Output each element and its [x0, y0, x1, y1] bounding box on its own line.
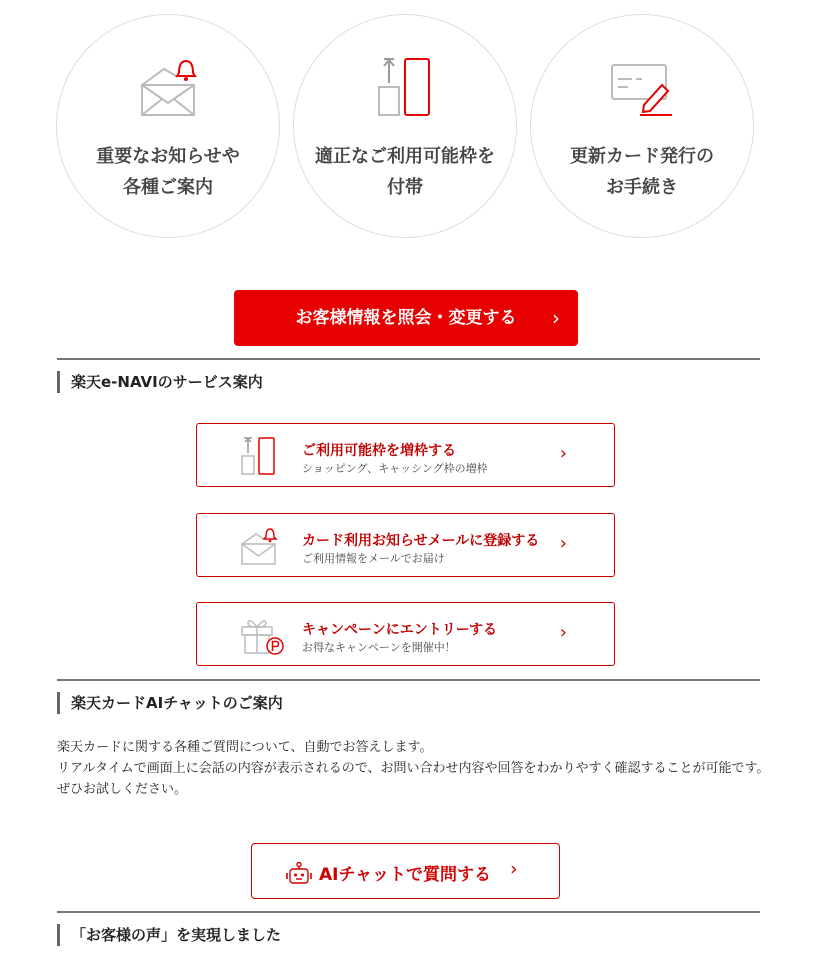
- view-change-customer-info-button[interactable]: [234, 290, 578, 346]
- gift-point-icon: [239, 615, 285, 659]
- service-subtitle: お得なキャンペーンを開催中！: [302, 641, 456, 654]
- button-label: AIチャットで質問する: [319, 865, 491, 885]
- feature-credit-limit: [293, 14, 517, 238]
- service-increase-limit[interactable]: [196, 423, 615, 487]
- section-title-customer-voice: 「お客様の声」を実現しました: [57, 924, 281, 946]
- card-renewal-icon: [610, 55, 674, 123]
- service-usage-mail[interactable]: [196, 513, 615, 577]
- section-divider: [57, 679, 760, 681]
- ai-chat-button[interactable]: [251, 843, 560, 899]
- section-title-enavi: 楽天e-NAVIのサービス案内: [57, 371, 263, 393]
- section-title-ai-chat: 楽天カードAIチャットのご案内: [57, 692, 283, 714]
- service-subtitle: ショッピング、キャッシング枠の増枠: [302, 462, 488, 475]
- limit-increase-icon: [373, 55, 437, 123]
- service-title: カード利用お知らせメールに登録する: [302, 533, 540, 549]
- robot-icon: [286, 862, 312, 890]
- section-divider: [57, 358, 760, 360]
- description-line: 楽天カードに関する各種ご質問について、自動でお答えします。: [57, 740, 433, 755]
- feature-notifications: [56, 14, 280, 238]
- envelope-bell-icon: [239, 526, 279, 570]
- chevron-right-icon: ›: [510, 858, 518, 880]
- button-label: お客様情報を照会・変更する: [295, 308, 517, 328]
- feature-label: 適正なご利用可能枠を 付帯: [315, 146, 495, 198]
- chevron-right-icon: ›: [559, 622, 567, 643]
- feature-card-renewal: [530, 14, 754, 238]
- service-subtitle: ご利用情報をメールでお届け: [302, 552, 445, 565]
- description-line: リアルタイムで画面上に会話の内容が表示されるので、お問い合わせ内容や回答をわかりやすく確認することが可能です。ぜひお試しください。: [57, 761, 770, 797]
- section-divider: [57, 911, 760, 913]
- feature-label: 重要なお知らせや 各種ご案内: [96, 146, 240, 198]
- ai-chat-description: [57, 737, 772, 800]
- chevron-right-icon: ›: [559, 533, 567, 554]
- service-title: キャンペーンにエントリーする: [302, 622, 498, 638]
- chevron-right-icon: ›: [559, 443, 567, 464]
- envelope-bell-icon: [136, 55, 200, 123]
- feature-label: 更新カード発行の お手続き: [570, 146, 714, 198]
- chevron-right-icon: ›: [552, 306, 560, 330]
- service-campaign-entry[interactable]: [196, 602, 615, 666]
- service-title: ご利用可能枠を増枠する: [302, 443, 456, 459]
- limit-increase-icon: [239, 436, 279, 480]
